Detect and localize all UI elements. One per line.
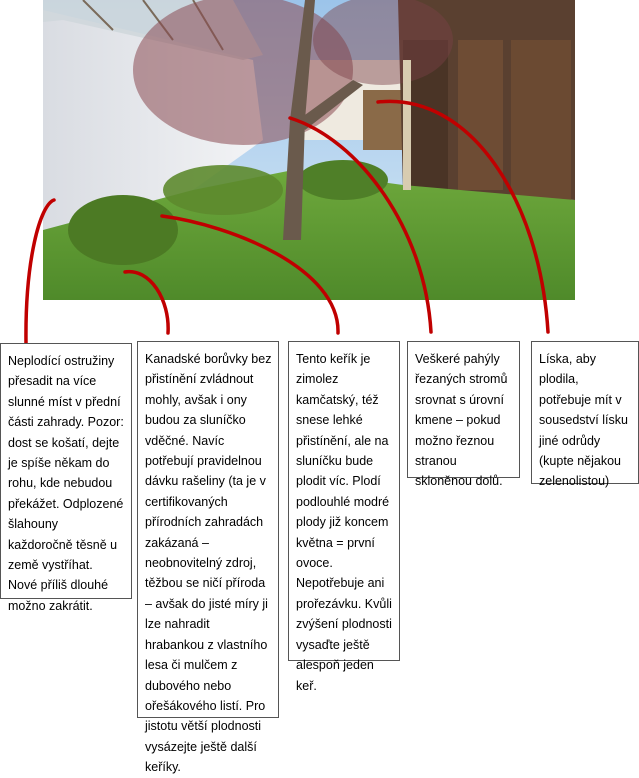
note-stubs: Veškeré pahýly řezaných stromů srovnat s úrovní kmene – pokud možno řeznou stranou skloněnou dolů.	[407, 341, 520, 478]
note-hazel: Líska, aby plodila, potřebuje mít v sousedství lísku jiné odrůdy (kupte nějakou zelenolistou)	[531, 341, 639, 484]
note-honeysuckle: Tento keřík je zimolez kamčatský, též snese lehké přistínění, ale na sluníčku bude plodit víc. Plodí podlouhlé modré plody již koncem května = první ovoce. Nepotřebuje ani prořezávku. Kvůli zvýšení plodnosti vysaďte ještě alespoň jeden keř.	[288, 341, 400, 661]
garden-photo	[43, 0, 575, 300]
note-blueberries: Kanadské borůvky bez přistínění zvládnout mohly, avšak i ony budou za sluníčko vděčné. Navíc potřebují pravidelnou dávku rašeliny (ta je v certifikovaných přírodních zahradách zakázaná – neobnovitelný zdroj, těžbou se ničí příroda – avšak do jisté míry ji lze nahradit hrabankou z vlastního lesa či mulčem z dubového nebo ořešákového listí. Pro jistotu větší plodnosti vysázejte ještě další keříky.	[137, 341, 279, 718]
note-blackberries: Neplodící ostružiny přesadit na více slunné míst v přední části zahrady. Pozor: dost se košatí, dejte je spíše někam do rohu, kde nebudou překážet. Odplozené šlahouny každoročně těsně u země vystříhat. Nové příliš dlouhé možno zakrátit.	[0, 343, 132, 599]
